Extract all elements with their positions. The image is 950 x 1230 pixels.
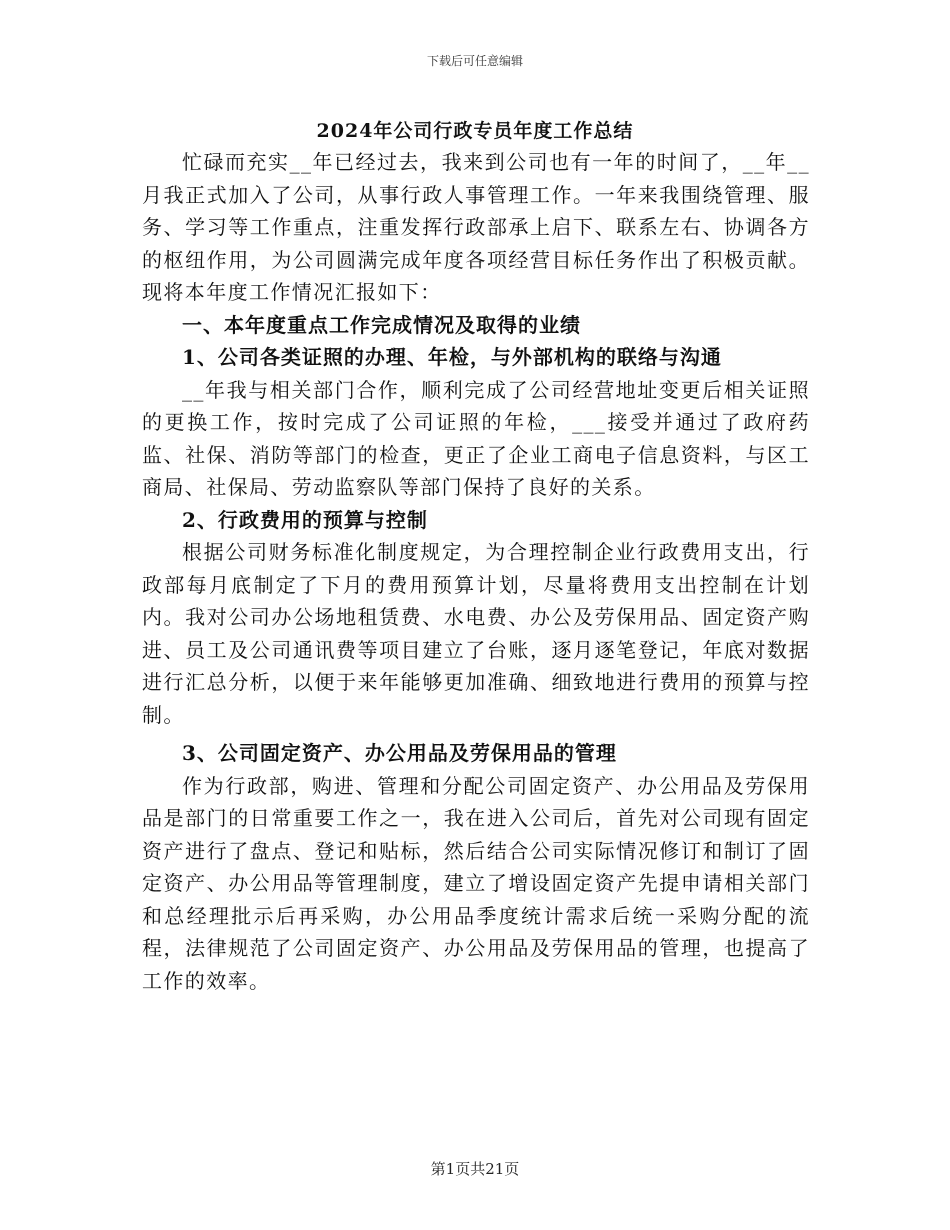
item-paragraph-2: 根据公司财务标准化制度规定，为合理控制企业行政费用支出，行政部每月底制定了下月的费用预算计划，尽量将费用支出控制在计划内。我对公司办公场地租赁费、水电费、办公及劳保用品、固定资产购进、员工及公司通讯费等项目建立了台账，逐月逐笔登记，年底对数据进行汇总分析，以便于来年能够更加准确、细致地进行费用的预算与控制。 [142, 540, 810, 727]
section-heading-1: 一、本年度重点工作完成情况及取得的业绩 [182, 312, 581, 337]
item-heading-3: 3、公司固定资产、办公用品及劳保用品的管理 [182, 741, 617, 765]
page-number: 第1页共21页 [430, 1160, 520, 1178]
document-title: 2024年公司行政专员年度工作总结 [316, 120, 634, 142]
download-note: 下载后可任意编辑 [426, 54, 523, 68]
item-paragraph-1: __年我与相关部门合作，顺利完成了公司经营地址变更后相关证照的更换工作，按时完成了公司证照的年检，___接受并通过了政府药监、社保、消防等部门的检查，更正了企业工商电子信息资料，与区工商局、社保局、劳动监察队等部门保持了良好的关系。 [142, 377, 810, 499]
item-heading-1: 1、公司各类证照的办理、年检，与外部机构的联络与沟通 [182, 345, 722, 369]
item-heading-2: 2、行政费用的预算与控制 [182, 507, 428, 532]
item-paragraph-3: 作为行政部，购进、管理和分配公司固定资产、办公用品及劳保用品是部门的日常重要工作之一，我在进入公司后，首先对公司现有固定资产进行了盘点、登记和贴标，然后结合公司实际情况修订和制订了固定资产、办公用品等管理制度，建立了增设固定资产先提申请相关部门和总经理批示后再采购，办公用品季度统计需求后统一采购分配的流程，法律规范了公司固定资产、办公用品及劳保用品的管理，也提高了工作的效率。 [142, 773, 810, 993]
intro-paragraph: 忙碌而充实__年已经过去，我来到公司也有一年的时间了，__年__月我正式加入了公司，从事行政人事管理工作。一年来我围绕管理、服务、学习等工作重点，注重发挥行政部承上启下、联系左右、协调各方的枢纽作用，为公司圆满完成年度各项经营目标任务作出了积极贡献。现将本年度工作情况汇报如下： [142, 150, 810, 304]
document-body [142, 146, 810, 997]
